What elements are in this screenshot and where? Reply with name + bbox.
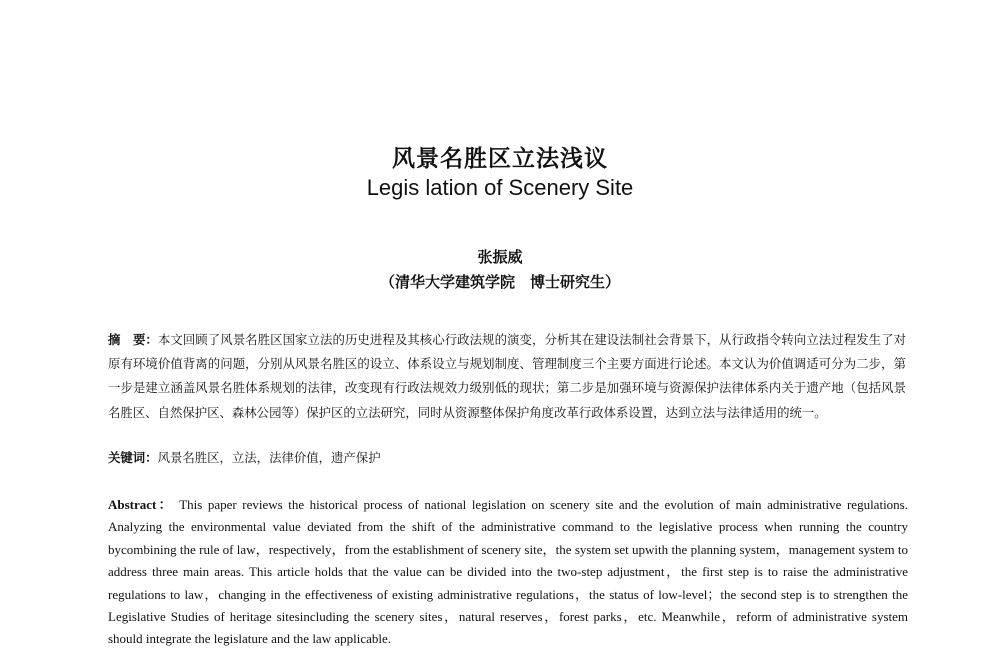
keywords <box>108 448 906 468</box>
author-name: 张振威 <box>477 248 523 266</box>
abstract-chinese-text: 本文回顾了风景名胜区国家立法的历史进程及其核心行政法规的演变，分析其在建设法制社会背景下，从行政指令转向立法过程发生了对原有环境价值背离的问题，分别从风景名胜区的设立、体系设立与规划制度、管理制度三个主要方面进行论述。本文认为价值调适可分为二步，第一步是建立涵盖风景名胜体系规划的法律，改变现有行政法规效力级别低的现状；第二步是加强环境与资源保护法律体系内关于遗产地（包括风景名胜区、自然保护区、森林公园等）保护区的立法研究，同时从资源整体保护角度改革行政体系设置，达到立法与法律适用的统一。 <box>108 332 907 420</box>
abstract-english-label: Abstract： <box>108 497 174 512</box>
title-english: Legis lation of Scenery Site <box>366 175 634 200</box>
abstract-chinese <box>108 328 906 425</box>
abstract-english-text: This paper reviews the historical process of national legislation on scenery site and the evolution of main administrative regulations. Analyzing the environmental value deviated from the shift of the administrative command to the legislative process when running the country bycombining the rule of law，respectively，from the establishment of scenery site，the system set upwith the planning system，management system to address three main areas. This article holds that the value can be divided into the two-step adjustment，the first step is to raise the administrative regulations to law，changing in the effectiveness of existing administrative regulations，the status of low-level；the second step is to strengthen the Legislative Studies of heritage sitesincluding the scenery sites，natural reserves，forest parks，etc. Meanwhile，reform of administrative system should integrate the legislature and the law applicable. <box>108 497 908 647</box>
abstract-chinese-label: 摘 要： <box>108 332 158 347</box>
author-affiliation: （清华大学建筑学院 博士研究生） <box>379 273 620 291</box>
abstract-english <box>108 494 908 660</box>
title-chinese: 风景名胜区立法浅议 <box>392 146 608 172</box>
keywords-text: 风景名胜区，立法，法律价值，遗产保护 <box>157 450 381 465</box>
keywords-label: 关键词： <box>108 450 158 465</box>
